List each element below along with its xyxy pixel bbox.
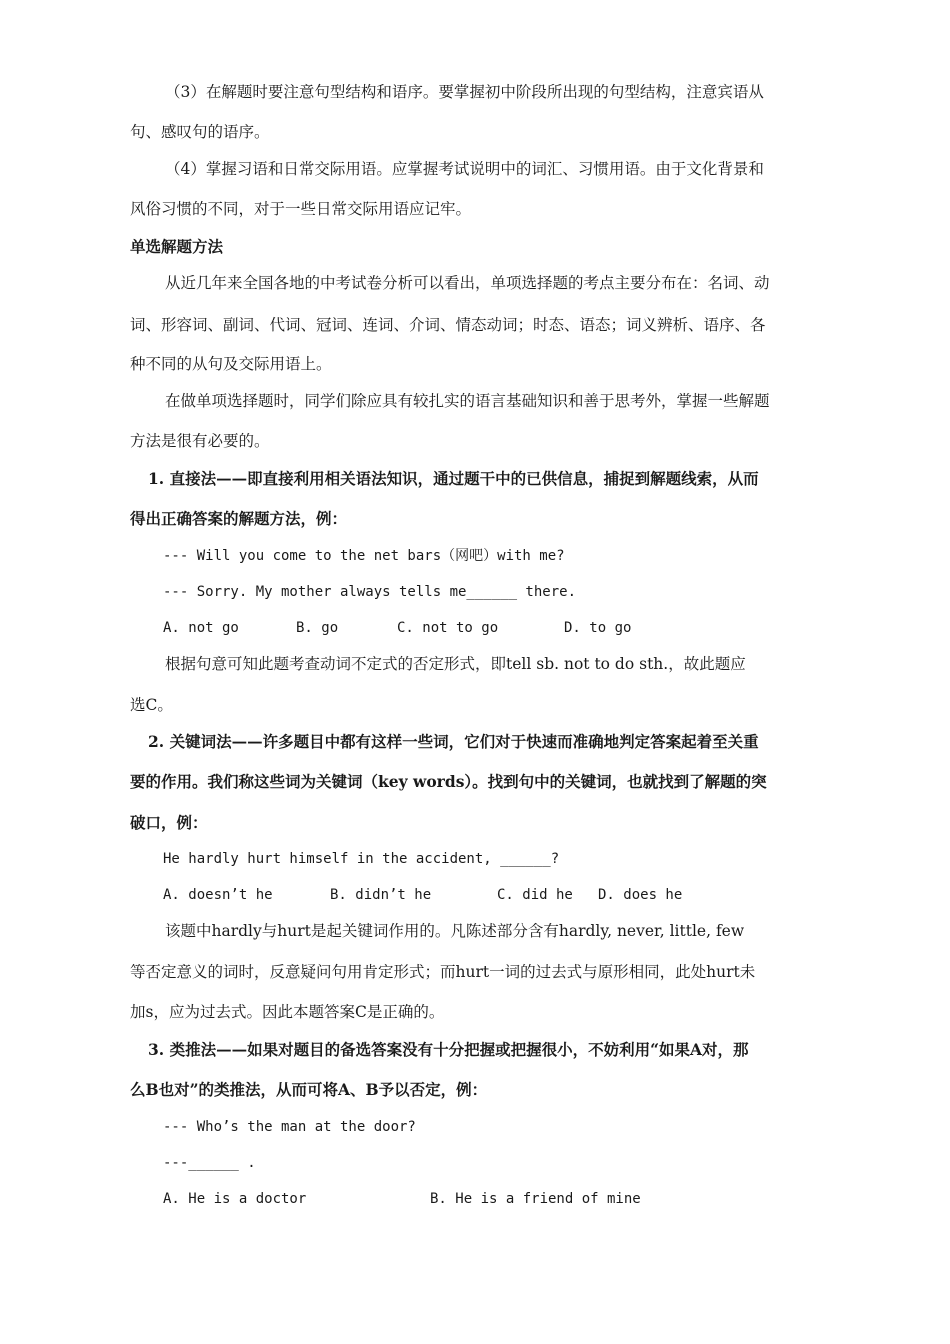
method-2-options: [0, 885, 950, 905]
option-a: A. doesn’t he: [163, 887, 273, 903]
option-b: B. go: [296, 620, 339, 636]
option-b: B. He is a friend of mine: [430, 1191, 641, 1207]
intro-1-line-3: 种不同的从句及交际用语上。: [130, 355, 332, 373]
intro-1-line-2: 词、形容词、副词、代词、冠词、连词、介词、情态动词；时态、语态；词义辨析、语序、各: [130, 316, 766, 334]
intro-2-line-2: 方法是很有必要的。: [130, 432, 270, 450]
option-d: D. to go: [564, 620, 632, 636]
method-3-question-line-2: ---______ .: [163, 1155, 256, 1171]
option-d: D. does he: [598, 887, 683, 903]
option-a: A. not go: [163, 620, 239, 636]
method-3-heading-line-2: 么B也对”的类推法，从而可将A、B予以否定，例：: [130, 1080, 488, 1099]
method-2-heading-line-2: 要的作用。我们称这些词为关键词（key words）。找到句中的关键词，也就找到了解题的突: [130, 772, 767, 791]
method-1-heading-line-1: 1. 直接法——即直接利用相关语法知识，通过题干中的已供信息，捕捉到解题线索，从而: [148, 469, 759, 488]
paragraph-4-line-2: 风俗习惯的不同，对于一些日常交际用语应记牢。: [130, 200, 472, 218]
method-2-heading-line-3: 破口，例：: [130, 813, 208, 832]
method-1-explanation-line-2: 选C。: [130, 696, 173, 714]
option-c: C. did he: [497, 887, 573, 903]
paragraph-3-line-2: 句、感叹句的语序。: [130, 123, 270, 141]
method-3-options: [0, 1189, 950, 1209]
method-3-heading-line-1: 3. 类推法——如果对题目的备选答案没有十分把握或把握很小，不妨利用“如果A对，那: [148, 1040, 749, 1059]
paragraph-4-line-1: （4）掌握习语和日常交际用语。应掌握考试说明中的词汇、习惯用语。由于文化背景和: [165, 160, 764, 178]
method-1-heading-line-2: 得出正确答案的解题方法，例：: [130, 509, 348, 528]
option-b: B. didn’t he: [330, 887, 432, 903]
option-a: A. He is a doctor: [163, 1191, 307, 1207]
method-3-question-line-1: --- Who’s the man at the door?: [163, 1119, 416, 1135]
section-heading: 单选解题方法: [130, 237, 224, 256]
method-2-explanation-line-1: 该题中hardly与hurt是起关键词作用的。凡陈述部分含有hardly, never, little, few: [165, 922, 745, 940]
method-2-heading-line-1: 2. 关键词法——许多题目中都有这样一些词，它们对于快速而准确地判定答案起着至关重: [148, 732, 759, 751]
method-2-explanation-line-2: 等否定意义的词时，反意疑问句用肯定形式；而hurt一词的过去式与原形相同，此处hurt未: [130, 963, 756, 981]
method-2-question: He hardly hurt himself in the accident, ______?: [163, 851, 560, 867]
intro-1-line-1: 从近几年来全国各地的中考试卷分析可以看出，单项选择题的考点主要分布在：名词、动: [165, 274, 770, 292]
option-c: C. not to go: [397, 620, 499, 636]
method-1-question-line-2: --- Sorry. My mother always tells me______ there.: [163, 584, 577, 600]
method-2-explanation-line-3: 加s，应为过去式。因此本题答案C是正确的。: [130, 1003, 445, 1021]
intro-2-line-1: 在做单项选择题时，同学们除应具有较扎实的语言基础知识和善于思考外，掌握一些解题: [165, 392, 770, 410]
method-1-question-line-1: --- Will you come to the net bars（网吧）with me?: [163, 548, 565, 564]
method-1-options: [0, 618, 950, 638]
paragraph-3-line-1: （3）在解题时要注意句型结构和语序。要掌握初中阶段所出现的句型结构，注意宾语从: [165, 83, 764, 101]
method-1-explanation-line-1: 根据句意可知此题考查动词不定式的否定形式，即tell sb. not to do sth.，故此题应: [165, 655, 746, 673]
